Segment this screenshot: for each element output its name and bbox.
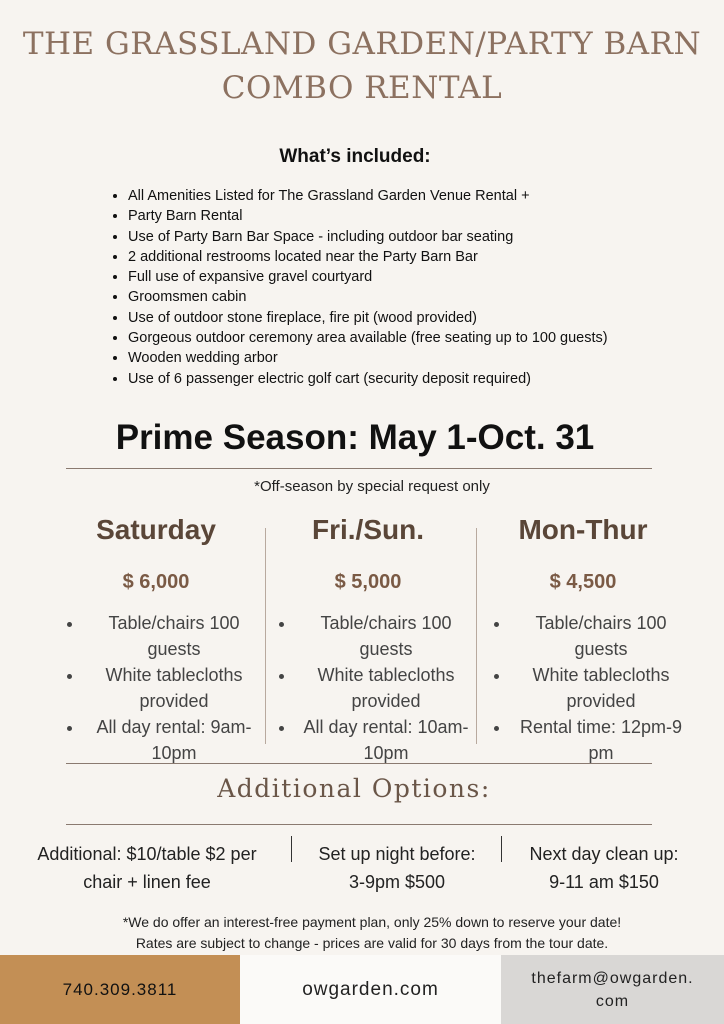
- website-link[interactable]: owgarden.com: [240, 955, 501, 1024]
- list-item: • Gorgeous outdoor ceremony area available (free seating up to 100 guests): [128, 328, 608, 348]
- rates-note: Rates are subject to change - prices are valid for 30 days from the tour date.: [135, 935, 609, 951]
- included-heading: What’s included:: [279, 146, 431, 167]
- option-additional: [4, 840, 290, 896]
- feature-item: • White tablecloths provided: [84, 662, 262, 714]
- pricing-price: $ 6,000: [122, 571, 190, 593]
- option-line: Additional: $10/table $2 per: [37, 844, 257, 864]
- list-item: • Use of 6 passenger electric golf cart (security deposit required): [128, 369, 608, 389]
- pricing-day: Saturday: [96, 514, 216, 545]
- pricing-features: [50, 610, 262, 766]
- page-title: [0, 22, 724, 110]
- list-item: • All Amenities Listed for The Grassland Garden Venue Rental +: [128, 186, 608, 206]
- title-line-1: THE GRASSLAND GARDEN/PARTY BARN: [22, 26, 702, 62]
- feature-item: • Table/chairs 100 guests: [511, 610, 689, 662]
- option-line: Set up night before:: [318, 844, 476, 864]
- option-line: Next day clean up:: [529, 844, 679, 864]
- option-line: 3-9pm $500: [348, 872, 446, 892]
- option-cleanup: [504, 840, 704, 896]
- list-item: • Use of outdoor stone fireplace, fire pit (wood provided): [128, 308, 608, 328]
- list-item: • 2 additional restrooms located near the Party Barn Bar: [128, 247, 608, 267]
- option-setup: [294, 840, 500, 896]
- phone-link[interactable]: 740.309.3811: [0, 955, 240, 1024]
- pricing-day: Mon-Thur: [518, 514, 648, 545]
- pricing-column-mon-thur: [477, 510, 689, 766]
- email-line-1: thefarm@owgarden.: [531, 969, 694, 987]
- feature-item: • All day rental: 9am-10pm: [84, 714, 262, 766]
- list-item: • Party Barn Rental: [128, 206, 608, 226]
- list-item: • Groomsmen cabin: [128, 287, 608, 307]
- pricing-price: $ 4,500: [549, 571, 617, 593]
- pricing-column-saturday: [50, 510, 262, 766]
- pricing-price: $ 5,000: [334, 571, 402, 593]
- option-line: chair + linen fee: [83, 872, 211, 892]
- payment-plan-note: *We do offer an interest-free payment plan, only 25% down to reserve your date!: [122, 914, 622, 930]
- pricing-features: [477, 610, 689, 766]
- season-heading: Prime Season: May 1-Oct. 31: [115, 418, 595, 457]
- feature-item: • All day rental: 10am-10pm: [296, 714, 474, 766]
- additional-options-heading: Additional Options:: [217, 774, 491, 803]
- option-line: 9-11 am $150: [549, 872, 659, 892]
- payment-notes: [0, 912, 724, 954]
- list-item: • Wooden wedding arbor: [128, 348, 608, 368]
- feature-item: • Rental time: 12pm-9 pm: [511, 714, 689, 766]
- season-divider: [66, 468, 652, 469]
- email-line-2: com: [595, 992, 630, 1010]
- feature-item: • White tablecloths provided: [511, 662, 689, 714]
- list-item: • Use of Party Barn Bar Space - including outdoor bar seating: [128, 227, 608, 247]
- option-separator: [501, 836, 502, 862]
- pricing-day: Fri./Sun.: [312, 514, 424, 545]
- feature-item: • White tablecloths provided: [296, 662, 474, 714]
- feature-item: • Table/chairs 100 guests: [84, 610, 262, 662]
- pricing-divider: [66, 763, 652, 764]
- option-separator: [291, 836, 292, 862]
- list-item: • Full use of expansive gravel courtyard: [128, 267, 608, 287]
- pricing-column-fri-sun: [262, 510, 474, 766]
- title-line-2: COMBO RENTAL: [221, 70, 503, 106]
- pricing-features: [262, 610, 474, 766]
- additional-divider: [66, 824, 652, 825]
- offseason-note: *Off-season by special request only: [254, 478, 490, 495]
- email-link[interactable]: [501, 955, 724, 1024]
- included-list: [110, 186, 608, 389]
- feature-item: • Table/chairs 100 guests: [296, 610, 474, 662]
